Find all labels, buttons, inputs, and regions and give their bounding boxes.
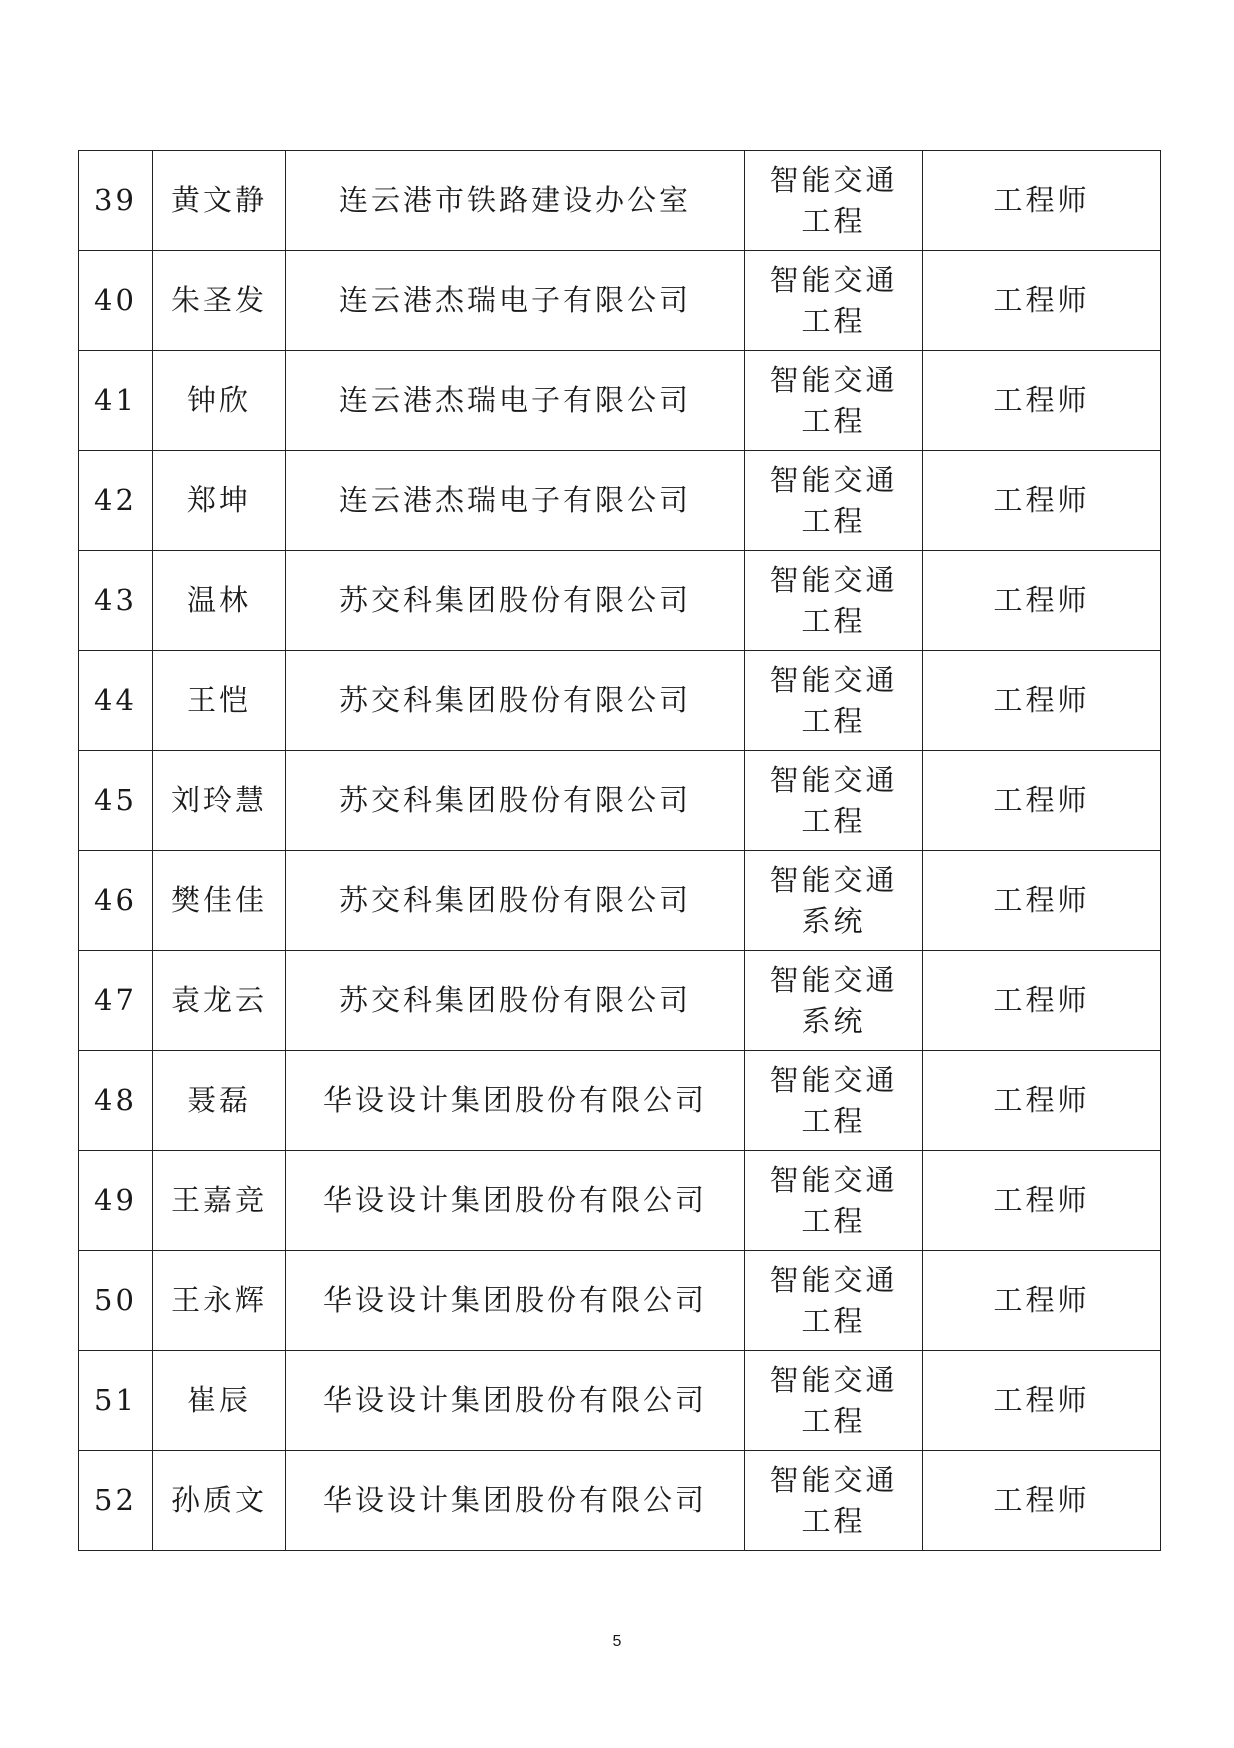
name-cell: 孙质文 xyxy=(153,1451,286,1551)
roster-table-body xyxy=(79,151,1161,1551)
title-cell: 工程师 xyxy=(923,351,1161,451)
organization-cell: 华设设计集团股份有限公司 xyxy=(286,1051,745,1151)
row-number-cell: 44 xyxy=(79,651,153,751)
name-cell: 钟欣 xyxy=(153,351,286,451)
row-number-cell: 41 xyxy=(79,351,153,451)
organization-cell: 华设设计集团股份有限公司 xyxy=(286,1451,745,1551)
table-row xyxy=(79,851,1161,951)
organization-cell: 华设设计集团股份有限公司 xyxy=(286,1151,745,1251)
major-line-1: 智能交通 xyxy=(769,1462,898,1497)
name-cell: 王嘉竞 xyxy=(153,1151,286,1251)
table-row xyxy=(79,751,1161,851)
row-number-cell: 50 xyxy=(79,1251,153,1351)
table-row xyxy=(79,1251,1161,1351)
organization-cell: 苏交科集团股份有限公司 xyxy=(286,951,745,1051)
major-line-2: 工程 xyxy=(801,1103,866,1138)
name-cell: 朱圣发 xyxy=(153,251,286,351)
major-line-2: 工程 xyxy=(801,1303,866,1338)
organization-cell: 苏交科集团股份有限公司 xyxy=(286,551,745,651)
major-cell xyxy=(745,851,923,951)
major-line-2: 工程 xyxy=(801,403,866,438)
major-line-2: 工程 xyxy=(801,503,866,538)
table-row xyxy=(79,251,1161,351)
table-row xyxy=(79,651,1161,751)
major-line-2: 工程 xyxy=(801,1503,866,1538)
major-line-2: 工程 xyxy=(801,203,866,238)
table-row xyxy=(79,351,1161,451)
major-line-1: 智能交通 xyxy=(769,662,898,697)
row-number-cell: 46 xyxy=(79,851,153,951)
major-line-2: 系统 xyxy=(801,903,866,938)
row-number-cell: 48 xyxy=(79,1051,153,1151)
major-line-1: 智能交通 xyxy=(769,262,898,297)
roster-table xyxy=(78,150,1161,1551)
title-cell: 工程师 xyxy=(923,651,1161,751)
major-line-1: 智能交通 xyxy=(769,1362,898,1397)
row-number-cell: 47 xyxy=(79,951,153,1051)
major-cell xyxy=(745,351,923,451)
title-cell: 工程师 xyxy=(923,551,1161,651)
major-line-1: 智能交通 xyxy=(769,862,898,897)
title-cell: 工程师 xyxy=(923,1151,1161,1251)
organization-cell: 连云港市铁路建设办公室 xyxy=(286,151,745,251)
organization-cell: 华设设计集团股份有限公司 xyxy=(286,1251,745,1351)
row-number-cell: 40 xyxy=(79,251,153,351)
name-cell: 刘玲慧 xyxy=(153,751,286,851)
organization-cell: 连云港杰瑞电子有限公司 xyxy=(286,451,745,551)
name-cell: 聂磊 xyxy=(153,1051,286,1151)
organization-cell: 连云港杰瑞电子有限公司 xyxy=(286,251,745,351)
major-cell xyxy=(745,451,923,551)
title-cell: 工程师 xyxy=(923,1351,1161,1451)
name-cell: 王永辉 xyxy=(153,1251,286,1351)
major-cell xyxy=(745,251,923,351)
row-number-cell: 42 xyxy=(79,451,153,551)
major-cell xyxy=(745,1051,923,1151)
title-cell: 工程师 xyxy=(923,1051,1161,1151)
major-line-2: 工程 xyxy=(801,703,866,738)
major-line-2: 工程 xyxy=(801,1403,866,1438)
table-row xyxy=(79,1351,1161,1451)
major-cell xyxy=(745,151,923,251)
page-number: 5 xyxy=(612,1633,622,1650)
table-row xyxy=(79,951,1161,1051)
organization-cell: 连云港杰瑞电子有限公司 xyxy=(286,351,745,451)
table-row xyxy=(79,551,1161,651)
major-cell xyxy=(745,1451,923,1551)
title-cell: 工程师 xyxy=(923,251,1161,351)
major-line-1: 智能交通 xyxy=(769,1062,898,1097)
major-line-1: 智能交通 xyxy=(769,762,898,797)
name-cell: 王恺 xyxy=(153,651,286,751)
organization-cell: 苏交科集团股份有限公司 xyxy=(286,651,745,751)
name-cell: 黄文静 xyxy=(153,151,286,251)
major-cell xyxy=(745,1351,923,1451)
title-cell: 工程师 xyxy=(923,151,1161,251)
major-line-1: 智能交通 xyxy=(769,1162,898,1197)
major-line-2: 工程 xyxy=(801,303,866,338)
organization-cell: 苏交科集团股份有限公司 xyxy=(286,751,745,851)
table-row xyxy=(79,451,1161,551)
organization-cell: 华设设计集团股份有限公司 xyxy=(286,1351,745,1451)
major-cell xyxy=(745,551,923,651)
major-line-1: 智能交通 xyxy=(769,462,898,497)
name-cell: 樊佳佳 xyxy=(153,851,286,951)
major-line-1: 智能交通 xyxy=(769,562,898,597)
title-cell: 工程师 xyxy=(923,1451,1161,1551)
row-number-cell: 49 xyxy=(79,1151,153,1251)
table-row xyxy=(79,1451,1161,1551)
title-cell: 工程师 xyxy=(923,951,1161,1051)
major-cell xyxy=(745,1151,923,1251)
major-cell xyxy=(745,1251,923,1351)
major-line-2: 工程 xyxy=(801,803,866,838)
major-line-1: 智能交通 xyxy=(769,162,898,197)
title-cell: 工程师 xyxy=(923,1251,1161,1351)
row-number-cell: 45 xyxy=(79,751,153,851)
title-cell: 工程师 xyxy=(923,851,1161,951)
major-cell xyxy=(745,651,923,751)
major-line-1: 智能交通 xyxy=(769,362,898,397)
name-cell: 袁龙云 xyxy=(153,951,286,1051)
row-number-cell: 52 xyxy=(79,1451,153,1551)
major-line-2: 系统 xyxy=(801,1003,866,1038)
name-cell: 郑坤 xyxy=(153,451,286,551)
table-row xyxy=(79,1051,1161,1151)
row-number-cell: 43 xyxy=(79,551,153,651)
row-number-cell: 39 xyxy=(79,151,153,251)
organization-cell: 苏交科集团股份有限公司 xyxy=(286,851,745,951)
major-line-1: 智能交通 xyxy=(769,1262,898,1297)
title-cell: 工程师 xyxy=(923,751,1161,851)
title-cell: 工程师 xyxy=(923,451,1161,551)
table-row xyxy=(79,1151,1161,1251)
major-cell xyxy=(745,751,923,851)
major-line-1: 智能交通 xyxy=(769,962,898,997)
major-line-2: 工程 xyxy=(801,1203,866,1238)
row-number-cell: 51 xyxy=(79,1351,153,1451)
name-cell: 温林 xyxy=(153,551,286,651)
name-cell: 崔辰 xyxy=(153,1351,286,1451)
major-line-2: 工程 xyxy=(801,603,866,638)
major-cell xyxy=(745,951,923,1051)
table-row xyxy=(79,151,1161,251)
